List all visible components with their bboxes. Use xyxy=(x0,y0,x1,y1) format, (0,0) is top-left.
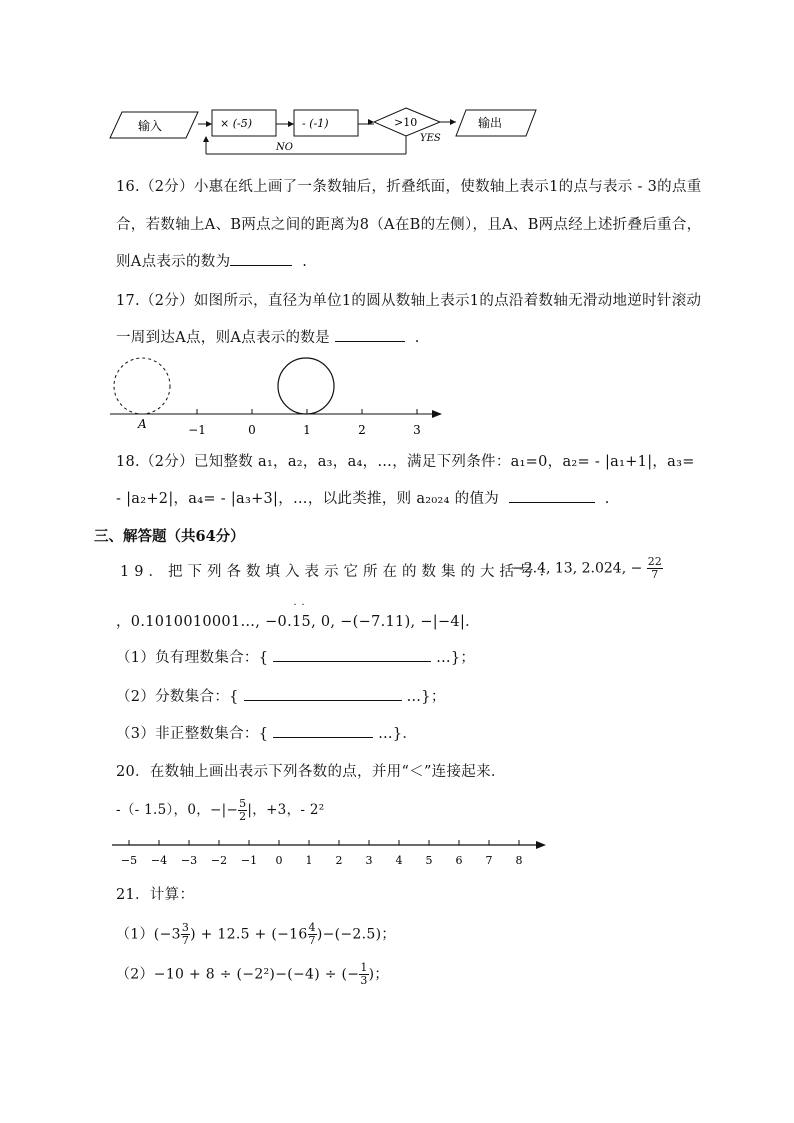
q20-number-line xyxy=(110,832,550,872)
axis-tick-label: 0 xyxy=(248,423,256,436)
q19-nums1: −2.4, 13, 2.024, − xyxy=(512,560,643,577)
axis-tick-label: −1 xyxy=(188,423,206,436)
axis-tick-label: −4 xyxy=(150,854,168,867)
q20-nums-b: |，+3，- 2² xyxy=(247,802,325,818)
section3-title: 三、解答题（共64分） xyxy=(94,528,245,545)
q18-line2 xyxy=(116,487,610,508)
q21-title: 21．计算： xyxy=(116,887,195,903)
axis-tick-label: 3 xyxy=(413,423,421,436)
q20-nums-a: -（- 1.5），0，−|− xyxy=(116,802,239,818)
q21-part2 xyxy=(116,962,389,987)
axis-arrow xyxy=(432,410,442,418)
q19-numbers-line1 xyxy=(512,556,663,581)
frac-den: 7 xyxy=(308,934,316,947)
q19-set3-label: （3）非正整数集合：{ xyxy=(116,726,269,742)
axis-tick-label: 5 xyxy=(425,854,433,867)
q21-p1-b: ) + 12.5 + (−16 xyxy=(190,926,308,943)
q16-answer-blank[interactable] xyxy=(230,251,292,266)
q19-set1-label: （1）负有理数集合：{ xyxy=(116,650,269,666)
q21-p1-frac2 xyxy=(308,922,317,947)
flow-step1-label: × (-5) xyxy=(220,117,253,130)
flow-output-label: 输出 xyxy=(478,116,503,130)
q19-line2-a: ，0.1010010001…, −0. xyxy=(116,614,292,630)
q19-set1-end: …}； xyxy=(436,650,476,666)
frac-den: 3 xyxy=(360,974,368,987)
q16-line3-text: 则A点表示的数为 xyxy=(116,254,231,270)
axis-tick-label: 8 xyxy=(515,854,523,867)
q17-line2-text: 一周到达A点，则A点表示的数是 xyxy=(116,330,330,346)
q17-number-line-figure xyxy=(108,356,448,436)
q19-repeating-digits: 15 ˙˙ xyxy=(292,602,312,630)
frac-num: 1 xyxy=(360,961,368,974)
q19-set2-label: （2）分数集合：{ xyxy=(116,689,239,705)
q18-line1: 18.（2分）已知整数 a₁，a₂，a₃，a₄，…，满足下列条件：a₁=0，a₂= - |a₁+1|，a₃= xyxy=(116,454,695,470)
q21-p2-b: )； xyxy=(368,966,389,983)
dashed-circle xyxy=(114,358,170,414)
axis-tick-label: −5 xyxy=(120,854,138,867)
axis-tick-label: −1 xyxy=(240,854,258,867)
flow-no-label: NO xyxy=(276,142,293,153)
q19-intro-text: 19．把下列各数填入表示它所在的数集的大括号： xyxy=(120,564,558,580)
axis-tick-label: −3 xyxy=(180,854,198,867)
q19-set2 xyxy=(116,685,446,706)
q19-set2-blank[interactable] xyxy=(244,686,402,701)
q19-set1-blank[interactable] xyxy=(273,647,431,662)
repeating-dots: ˙˙ xyxy=(292,602,308,616)
flow-yes-label: YES xyxy=(420,133,441,144)
q17-period: . xyxy=(414,330,420,346)
q19-intro xyxy=(120,560,558,581)
q16-period: . xyxy=(302,254,308,270)
flowchart xyxy=(108,104,548,160)
frac-num: 5 xyxy=(239,797,247,810)
q21-part1 xyxy=(116,922,396,947)
q19-set3-end: …}． xyxy=(378,726,418,742)
axis-tick-label: 2 xyxy=(335,854,343,867)
flow-step2-label: - (-1) xyxy=(302,117,329,130)
q19-set3-blank[interactable] xyxy=(273,723,373,738)
axis-tick-label: 3 xyxy=(365,854,373,867)
q19-numbers-line2 xyxy=(116,602,480,631)
axis-tick-label: 7 xyxy=(485,854,493,867)
axis-tick-label: 6 xyxy=(455,854,463,867)
axis-tick-label: −2 xyxy=(210,854,228,867)
frac-num: 22 xyxy=(647,555,662,568)
q16-line2: 合，若数轴上A、B两点之间的距离为8（A在B的左侧），且A、B两点经上述折叠后重合， xyxy=(116,217,702,233)
q21-p1-a: （1）(−3 xyxy=(116,926,181,943)
q16-line1: 16.（2分）小惠在纸上画了一条数轴后，折叠纸面，使数轴上表示1的点与表示 - 3的点重 xyxy=(116,179,702,195)
frac-num: 3 xyxy=(181,921,190,934)
q21-p2-a: （2）−10 + 8 ÷ (−2²)−(−4) ÷ (− xyxy=(116,966,360,983)
frac-num: 4 xyxy=(308,921,316,934)
q17-line1: 17.（2分）如图所示，直径为单位1的圆从数轴上表示1的点沿着数轴无滑动地逆时针滚动 xyxy=(116,293,702,309)
q18-period: . xyxy=(604,491,610,507)
frac-den: 7 xyxy=(181,934,190,947)
q21-p2-frac xyxy=(359,962,368,987)
q21-p1-frac1 xyxy=(181,922,190,947)
q19-line2-c: , 0, −(−7.11), −|−4|． xyxy=(311,614,480,630)
flow-condition-label: >10 xyxy=(394,116,418,129)
q20-numbers xyxy=(116,798,324,823)
q17-answer-blank[interactable] xyxy=(335,327,405,342)
q19-set3 xyxy=(116,722,417,743)
solid-circle xyxy=(278,358,334,414)
axis-tick-label: 1 xyxy=(305,854,313,867)
q21-p1-c: )−(−2.5)； xyxy=(316,926,396,943)
axis-tick-label: 1 xyxy=(303,423,311,436)
flow-input-label: 输入 xyxy=(138,119,163,133)
q16-line3 xyxy=(116,250,307,271)
q17-line2 xyxy=(116,326,420,347)
q19-fraction xyxy=(647,556,663,581)
q18-line2-text: - |a₂+2|，a₄= - |a₃+3|，…，以此类推，则 a₂₀₂₄ 的值为 xyxy=(116,491,500,507)
point-a-label: A xyxy=(138,417,147,431)
axis-tick-label: 4 xyxy=(395,854,403,867)
axis-tick-label: 0 xyxy=(275,854,283,867)
frac-den: 7 xyxy=(651,568,659,581)
q18-answer-blank[interactable] xyxy=(509,488,595,503)
frac-den: 2 xyxy=(239,810,247,823)
axis-arrow xyxy=(536,841,546,849)
q20-line1: 20．在数轴上画出表示下列各数的点，并用“＜”连接起来． xyxy=(116,764,506,780)
q19-set2-end: …}； xyxy=(406,689,446,705)
q19-set1 xyxy=(116,646,475,667)
axis-tick-label: 2 xyxy=(358,423,366,436)
